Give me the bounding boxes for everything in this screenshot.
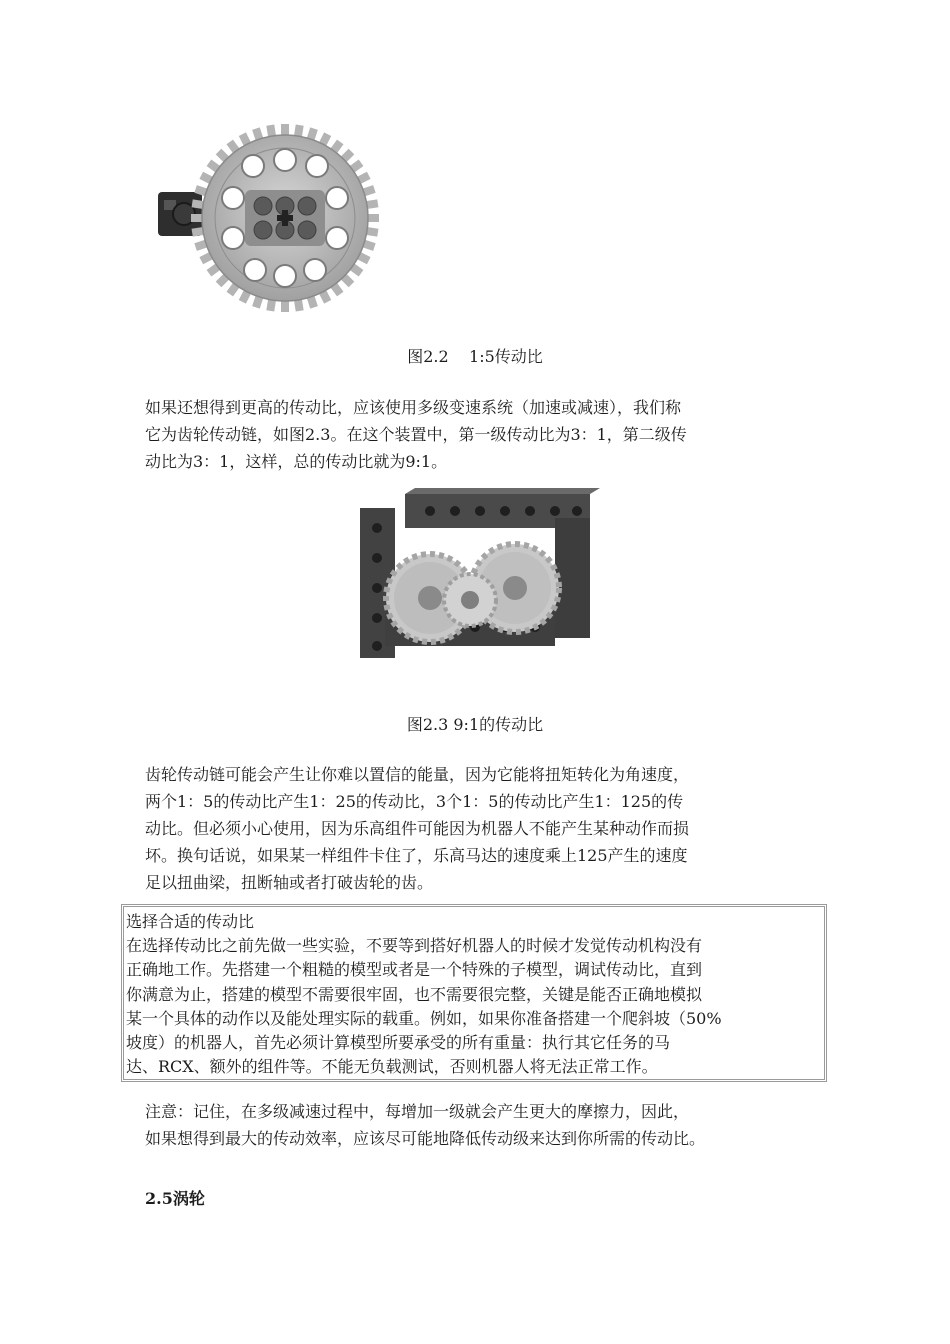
figure-2-3-caption: 图2.3 9:1的传动比 [406, 715, 544, 734]
text-line: 某一个具体的动作以及能处理实际的载重。例如，如果你准备搭建一个爬斜坡（50% [126, 1008, 722, 1028]
figure-2-2-caption: 图2.2 1:5传动比 [407, 347, 543, 366]
tip-box-title: 选择合适的传动比 [126, 912, 255, 931]
tip-box [121, 904, 827, 1082]
big-gear-icon [191, 124, 379, 312]
paragraph-gear-chain-intro [145, 394, 825, 475]
text-line: 你满意为止，搭建的模型不需要很牢固，也不需要很完整，关键是能否正确地模拟 [126, 984, 703, 1004]
figure-2-3-gear-chain-image [355, 488, 600, 688]
text-line: 齿轮传动链可能会产生让你难以置信的能量，因为它能将扭矩转化为角速度， [145, 765, 690, 784]
text-line: 它为齿轮传动链，如图2.3。在这个装置中，第一级传动比为3：1，第二级传 [145, 425, 687, 444]
paragraph-gear-chain-energy [145, 761, 825, 896]
figure-2-2-gear-image [150, 120, 390, 320]
text-line: 两个1：5的传动比产生1：25的传动比，3个1：5的传动比产生1：125的传 [145, 792, 684, 811]
text-line: 动比为3：1，这样，总的传动比就为9:1。 [145, 452, 448, 471]
text-line: 注意：记住，在多级减速过程中，每增加一级就会产生更大的摩擦力，因此， [145, 1102, 690, 1121]
text-line: 在选择传动比之前先做一些实验，不要等到搭好机器人的时候才发觉传动机构没有 [126, 936, 703, 956]
note-paragraph [145, 1098, 825, 1152]
text-line: 如果还想得到更高的传动比，应该使用多级变速系统（加速或减速），我们称 [145, 398, 682, 417]
text-line: 足以扭曲梁，扭断轴或者打破齿轮的齿。 [145, 873, 434, 892]
text-line: 坏。换句话说，如果某一样组件卡住了，乐高马达的速度乘上125产生的速度 [145, 846, 688, 865]
text-line: 动比。但必须小心使用，因为乐高组件可能因为机器人不能产生某种动作而损 [145, 819, 690, 838]
gear-chain-gears-icon [386, 544, 559, 642]
section-heading: 2.5涡轮 [145, 1189, 205, 1208]
text-line: 正确地工作。先搭建一个粗糙的模型或者是一个特殊的子模型，调试传动比，直到 [126, 960, 703, 980]
text-line: 如果想得到最大的传动效率，应该尽可能地降低传动级来达到你所需的传动比。 [145, 1129, 706, 1148]
text-line: 达、RCX、额外的组件等。不能无负载测试，否则机器人将无法正常工作。 [126, 1057, 658, 1077]
text-line: 坡度）的机器人，首先必须计算模型所要承受的所有重量：执行其它任务的马 [126, 1033, 671, 1053]
